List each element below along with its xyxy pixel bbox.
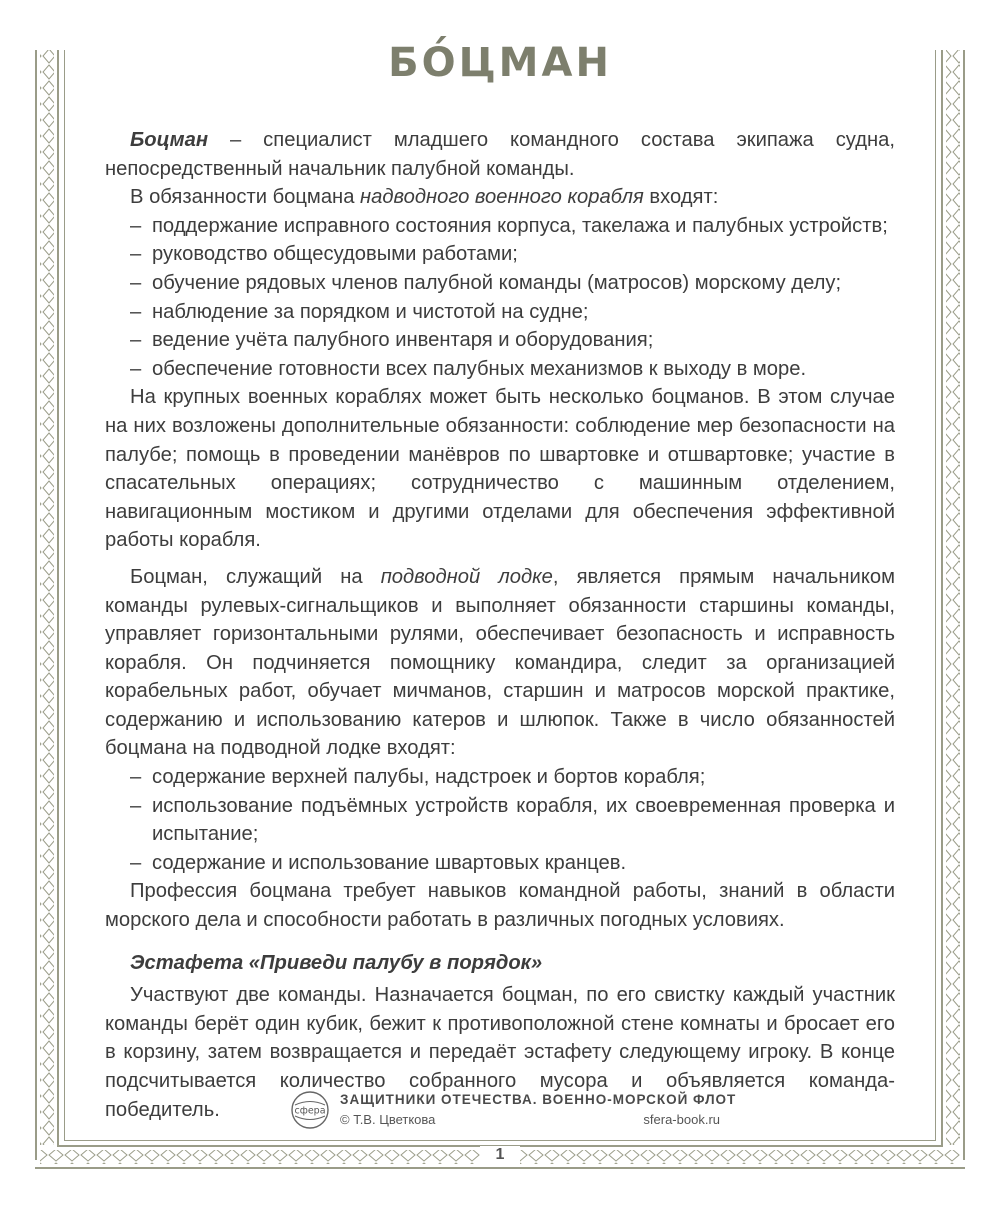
list-item-text: обучение рядовых членов палубной команды (матросов) морскому делу; bbox=[152, 271, 842, 294]
intro-paragraph bbox=[105, 126, 895, 183]
list-item: – ведение учёта палубного инвентаря и оборудования; bbox=[105, 326, 895, 355]
list-item-text: использование подъёмных устройств корабля, их своевременная проверка и испытание; bbox=[152, 794, 895, 846]
website: sfera-book.ru bbox=[643, 1112, 720, 1127]
footer bbox=[290, 1088, 737, 1132]
skills-paragraph: Профессия боцмана требует навыков командной работы, знаний в области морского дела и способности работать в различных погодных условиях. bbox=[105, 880, 895, 932]
submarine-before: Боцман, служащий на bbox=[130, 565, 381, 588]
list-item: – использование подъёмных устройств корабля, их своевременная проверка и испытание; bbox=[105, 792, 895, 849]
list-item: – обеспечение готовности всех палубных механизмов к выходу в море. bbox=[105, 355, 895, 384]
relay-heading: Эстафета «Приведи палубу в порядок» bbox=[130, 951, 543, 974]
sub-duties-list bbox=[105, 763, 895, 877]
list-item: – наблюдение за порядком и чистотой на судне; bbox=[105, 298, 895, 327]
list-item-text: руководство общесудовыми работами; bbox=[152, 243, 518, 266]
large-ships-paragraph: На крупных военных кораблях может быть несколько боцманов. В этом случае на них возложены дополнительные обязанности: соблюдение мер безопасности на палубе; помощь в проведении манёвров по швартовке и отшвартовке; участие в спасательных операциях; сотрудничество с машинным отделением, навигационным мостиком и другими отделами для обеспечения эффективной работы корабля. bbox=[105, 386, 895, 552]
duties-intro-em: надводного военного корабля bbox=[360, 186, 644, 209]
list-item-text: содержание верхней палубы, надстроек и бортов корабля; bbox=[152, 766, 706, 789]
list-item: – руководство общесудовыми работами; bbox=[105, 240, 895, 269]
list-item: – поддержание исправного состояния корпуса, такелажа и палубных устройств; bbox=[105, 212, 895, 241]
duties-intro-before: В обязанности боцмана bbox=[130, 186, 361, 209]
list-item-text: обеспечение готовности всех палубных механизмов к выходу в море. bbox=[152, 357, 807, 380]
submarine-em: подводной лодке bbox=[380, 565, 553, 588]
duties-intro-after: входят: bbox=[643, 186, 719, 209]
list-item: – содержание и использование швартовых кранцев. bbox=[105, 849, 895, 878]
publisher-logo-icon bbox=[290, 1090, 330, 1130]
term-bocman: Боцман bbox=[130, 129, 209, 151]
relay-paragraph: Участвуют две команды. Назначается боцман, по его свистку каждый участник команды берёт один кубик, бежит к противоположной стене комнаты и бросает его в корзину, затем возвращается и передаёт эстафету следующему игроку. В конце подсчитывается количество собранного мусора и объявляется команда-победитель. bbox=[105, 984, 895, 1121]
list-item-text: ведение учёта палубного инвентаря и оборудования; bbox=[152, 329, 654, 352]
list-item-text: поддержание исправного состояния корпуса, такелажа и палубных устройств; bbox=[152, 214, 888, 237]
list-item-text: наблюдение за порядком и чистотой на судне; bbox=[152, 300, 589, 323]
submarine-paragraph bbox=[105, 563, 895, 763]
list-item-text: содержание и использование швартовых кранцев. bbox=[152, 851, 627, 874]
logo-text: сфера bbox=[294, 1105, 326, 1117]
intro-rest: – специалист младшего командного состава экипажа судна, непосредственный начальник палубной команды. bbox=[105, 129, 895, 180]
series-title: ЗАЩИТНИКИ ОТЕЧЕСТВА. ВОЕННО-МОРСКОЙ ФЛОТ bbox=[340, 1092, 737, 1107]
page-number: 1 bbox=[480, 1146, 520, 1164]
author: © Т.В. Цветкова bbox=[340, 1112, 436, 1127]
submarine-after: , является прямым начальником команды рулевых-сигнальщиков и выполняет обязанности старшины команды, управляет горизонтальными рулями, обеспечивает безопасность и исправность корабля. Он подчиняется помощнику командира, следит за организацией корабельных работ, обучает мичманов, старшин и матросов морской практике, содержанию и использованию катеров и шлюпок. Также в число обязанностей боцмана на подводной лодке входят: bbox=[105, 565, 895, 760]
list-item: – содержание верхней палубы, надстроек и бортов корабля; bbox=[105, 763, 895, 792]
duties-list bbox=[105, 212, 895, 384]
list-item: – обучение рядовых членов палубной команды (матросов) морскому делу; bbox=[105, 269, 895, 298]
main-text bbox=[105, 126, 895, 1124]
duties-intro bbox=[105, 183, 895, 212]
page-title: БО́ЦМАН bbox=[388, 40, 612, 86]
